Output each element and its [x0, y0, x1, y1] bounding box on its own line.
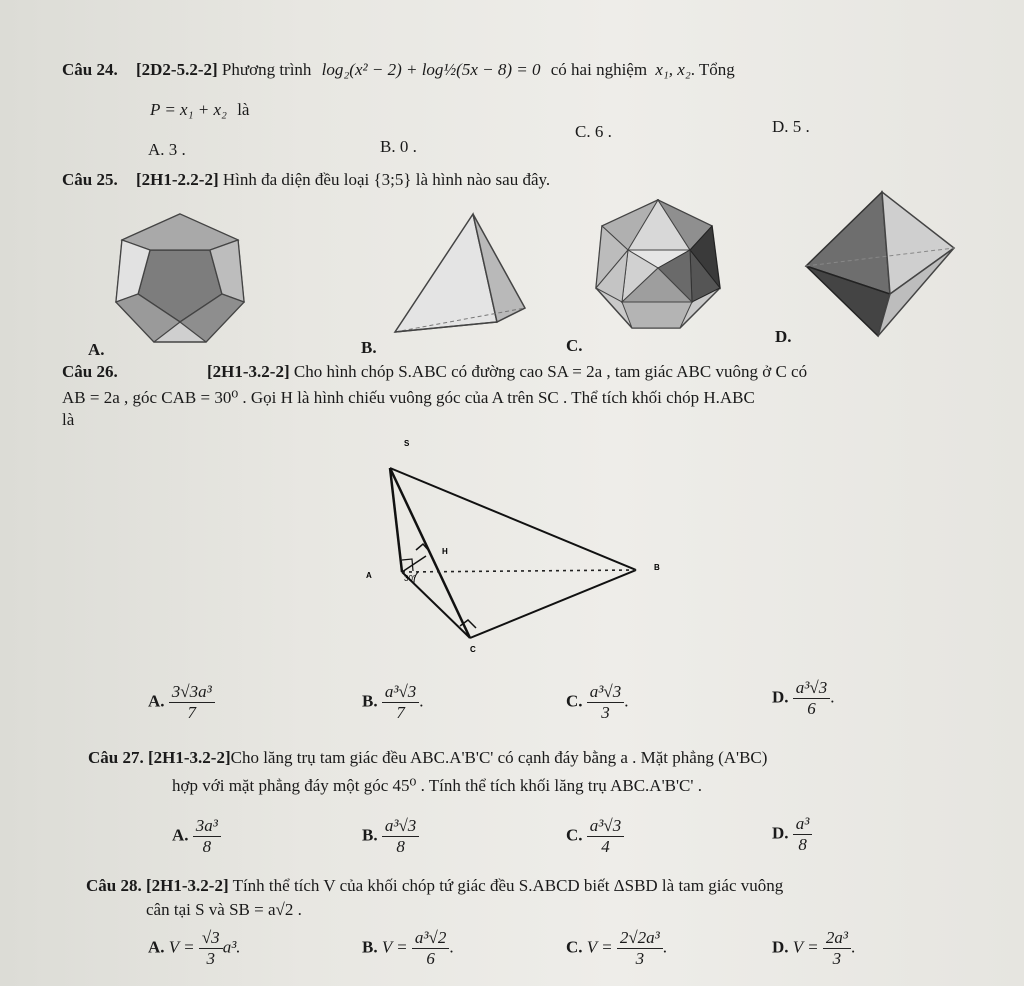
q27-option-c[interactable]	[566, 816, 624, 857]
q24-sum-expr: P = x₁ + x₂	[150, 100, 227, 119]
q26-option-b-letter: B.	[362, 691, 378, 711]
q28-option-d[interactable]	[772, 928, 855, 969]
q26-option-c-num: a³√3	[587, 682, 624, 703]
q27-option-a-den: 8	[202, 837, 212, 856]
q26-tag: [2H1-3.2-2]	[206, 362, 290, 381]
q24-line1	[62, 60, 735, 80]
q28-option-a[interactable]	[148, 928, 241, 969]
q27-line2: hợp với mặt phẳng đáy một góc 45⁰ . Tính thể tích khối lăng trụ ABC.A'B'C' .	[172, 776, 702, 795]
q24-option-a[interactable]: A. 3 .	[148, 140, 186, 159]
q28-option-c[interactable]	[566, 928, 667, 969]
q28-option-c-den: 3	[635, 949, 645, 968]
q25-label-b[interactable]: B.	[361, 338, 377, 357]
q26-option-b-tail: .	[419, 691, 424, 711]
q27-tag: [2H1-3.2-2]	[147, 748, 231, 767]
q28-option-a-letter: A.	[148, 937, 165, 957]
icosahedron-figure[interactable]	[592, 198, 724, 334]
q28-option-b-pre: V =	[381, 937, 408, 957]
q26-option-c-tail: .	[624, 691, 629, 711]
dodecahedron-figure[interactable]	[110, 210, 250, 350]
edge-sb	[390, 468, 636, 570]
q24-stem-b: có hai nghiệm	[550, 60, 648, 79]
label-c: C	[470, 645, 476, 654]
q26-option-a[interactable]	[148, 682, 215, 723]
octahedron-figure[interactable]	[802, 190, 962, 340]
q24-stem-c: . Tổng	[690, 60, 735, 79]
q27-option-a-fraction	[193, 816, 221, 857]
q24-sum-tail: là	[237, 100, 250, 119]
q26-line2: AB = 2a , góc CAB = 30⁰ . Gọi H là hình chiếu vuông góc của A trên SC . Thể tích khối chóp H.ABC	[62, 388, 755, 407]
q27-option-b-num: a³√3	[382, 816, 419, 837]
q27-option-c-num: a³√3	[587, 816, 624, 837]
q26-option-d-letter: D.	[772, 687, 789, 707]
q28-option-b-fraction	[412, 928, 449, 969]
q28-stem-1: Tính thể tích V của khối chóp tứ giác đều S.ABCD biết ΔSBD là tam giác vuông	[232, 876, 784, 895]
q28-tag: [2H1-3.2-2]	[145, 876, 229, 895]
q28-option-d-den: 3	[832, 949, 842, 968]
q24-line2	[150, 100, 249, 120]
edge-sc	[390, 468, 470, 638]
q28-option-a-den: 3	[206, 949, 216, 968]
q28-option-b[interactable]	[362, 928, 454, 969]
edge-cb	[470, 570, 636, 638]
q27-option-d-fraction	[793, 814, 813, 855]
label-angle: 30°	[404, 574, 417, 583]
q28-option-a-fraction	[199, 928, 223, 969]
q28-option-a-post: a³.	[222, 937, 241, 957]
q28-option-c-pre: V =	[586, 937, 613, 957]
q27-option-a-num: 3a³	[193, 816, 221, 837]
q27-option-d-den: 8	[798, 835, 807, 854]
q28-option-c-fraction	[617, 928, 663, 969]
q27-option-b[interactable]	[362, 816, 419, 857]
q26-option-a-letter: A.	[148, 691, 165, 711]
q25-label-a[interactable]: A.	[88, 340, 105, 359]
q25-stem: Hình đa diện đều loại {3;5} là hình nào sau đây.	[222, 170, 551, 189]
segment-ah	[402, 556, 426, 572]
q26-number: Câu 26.	[62, 362, 118, 381]
q28-option-d-letter: D.	[772, 937, 789, 957]
q26-stem-1: Cho hình chóp S.ABC có đường cao SA = 2a , tam giác ABC vuông ở C có	[293, 362, 808, 381]
q26-option-c-den: 3	[601, 703, 610, 722]
q24-equation: log₂(x² − 2) + log½(5x − 8) = 0	[321, 60, 541, 79]
q27-number: Câu 27.	[88, 748, 144, 767]
q26-option-a-fraction	[169, 682, 215, 723]
label-s: S	[404, 440, 410, 448]
q28-option-a-num: √3	[199, 928, 223, 949]
q26-option-d-num: a³√3	[793, 678, 830, 699]
q26-option-c[interactable]	[566, 682, 628, 723]
q24-stem-a: Phương trình	[221, 60, 312, 79]
q26-option-b-num: a³√3	[382, 682, 419, 703]
q26-line3: là	[62, 410, 75, 429]
q27-option-a[interactable]	[172, 816, 221, 857]
q27-option-d[interactable]	[772, 814, 812, 855]
label-a: A	[366, 571, 372, 580]
q24-option-b[interactable]: B. 0 .	[380, 137, 417, 156]
q24-roots: x₁, x₂	[655, 60, 691, 79]
q24-number: Câu 24.	[62, 60, 118, 79]
q28-number: Câu 28.	[86, 876, 142, 895]
q27-option-d-letter: D.	[772, 823, 789, 843]
q26-option-a-den: 7	[187, 703, 196, 722]
label-b: B	[654, 563, 660, 572]
q24-option-c[interactable]: C. 6 .	[575, 122, 612, 141]
q26-line1	[62, 362, 807, 382]
q26-option-a-num: 3√3a³	[169, 682, 215, 703]
q26-option-d-den: 6	[807, 699, 816, 718]
q25-tag: [2H1-2.2-2]	[135, 170, 219, 189]
q26-option-c-fraction	[587, 682, 624, 723]
q27-option-d-num: a³	[793, 814, 813, 835]
q27-option-c-den: 4	[601, 837, 610, 856]
q28-line2: cân tại S và SB = a√2 .	[146, 900, 302, 919]
q28-option-d-fraction	[823, 928, 851, 969]
q28-option-d-pre: V =	[792, 937, 819, 957]
q28-line1	[86, 876, 783, 896]
q28-option-b-post: .	[449, 937, 454, 957]
q26-option-b-den: 7	[396, 703, 405, 722]
pyramid-sabc-figure	[360, 440, 670, 655]
q26-option-d[interactable]	[772, 678, 834, 719]
tetrahedron-figure[interactable]	[385, 210, 535, 340]
q24-option-d[interactable]: D. 5 .	[772, 117, 810, 136]
q27-option-c-fraction	[587, 816, 624, 857]
q25-number: Câu 25.	[62, 170, 118, 189]
label-h: H	[442, 547, 448, 556]
q28-option-c-letter: C.	[566, 937, 583, 957]
q26-option-d-tail: .	[830, 687, 835, 707]
q26-option-b-fraction	[382, 682, 419, 723]
q26-option-c-letter: C.	[566, 691, 583, 711]
q27-option-b-letter: B.	[362, 825, 378, 845]
q25-line1	[62, 170, 550, 190]
q27-stem-1: Cho lăng trụ tam giác đều ABC.A'B'C' có cạnh đáy bằng a . Mặt phẳng (A'BC)	[230, 748, 768, 767]
q26-option-b[interactable]	[362, 682, 424, 723]
q28-option-d-post: .	[850, 937, 856, 957]
q24-tag: [2D2-5.2-2]	[135, 60, 218, 79]
q28-option-b-den: 6	[426, 949, 435, 968]
q25-label-d[interactable]: D.	[775, 327, 792, 346]
q27-option-a-letter: A.	[172, 825, 189, 845]
q27-option-c-letter: C.	[566, 825, 583, 845]
q28-option-c-post: .	[662, 937, 668, 957]
q27-line1	[88, 748, 767, 768]
q26-option-d-fraction	[793, 678, 830, 719]
q27-option-b-den: 8	[396, 837, 405, 856]
q28-option-b-num: a³√2	[412, 928, 449, 949]
q25-label-c[interactable]: C.	[566, 336, 583, 355]
q28-option-a-pre: V =	[168, 937, 195, 957]
q28-option-b-letter: B.	[362, 937, 378, 957]
q28-option-d-num: 2a³	[823, 928, 851, 949]
q28-option-c-num: 2√2a³	[617, 928, 663, 949]
q27-option-b-fraction	[382, 816, 419, 857]
